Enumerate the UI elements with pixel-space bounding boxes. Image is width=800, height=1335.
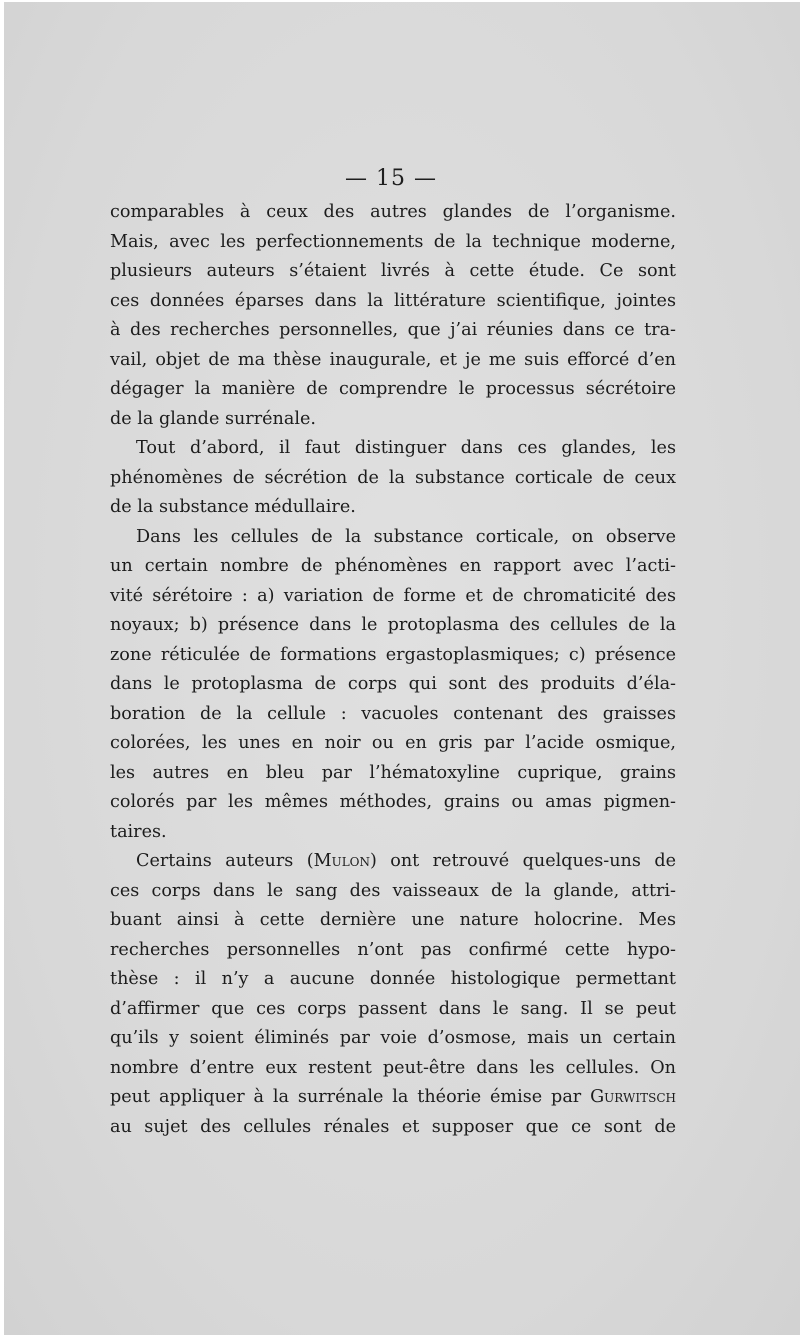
text-line: ces corps dans le sang des vaisseaux de la glande, attri- <box>110 880 676 901</box>
text-line: d’affirmer que ces corps passent dans le sang. Il se peut <box>110 998 676 1019</box>
text-line: dans le protoplasma de corps qui sont des produits d’éla- <box>110 674 676 694</box>
text-line: recherches personnelles n’ont pas confirmé cette hypo- <box>110 939 676 960</box>
book-page <box>4 2 800 1335</box>
body-text <box>110 198 676 1142</box>
text-line: ces données éparses dans la littérature scientifique, jointes <box>110 290 676 311</box>
page-number: — 15 — <box>345 166 437 191</box>
text-line: vité sérétoire : a) variation de forme et de chromaticité des <box>110 585 676 606</box>
text-line: Certains auteurs (Mulon) ont retrouvé quelques-uns de <box>136 851 676 871</box>
text-line: boration de la cellule : vacuoles contenant des graisses <box>110 703 676 724</box>
text-line: thèse : il n’y a aucune donnée histologique permettant <box>110 969 676 989</box>
text-line: les autres en bleu par l’hématoxyline cuprique, grains <box>110 762 676 783</box>
text-line: Tout d’abord, il faut distinguer dans ces glandes, les <box>136 438 676 458</box>
text-line: de la glande surrénale. <box>110 408 316 429</box>
text-line: plusieurs auteurs s’étaient livrés à cette étude. Ce sont <box>110 261 676 281</box>
text-line: peut appliquer à la surrénale la théorie émise par Gurwitsch <box>110 1087 676 1107</box>
text-line: buant ainsi à cette dernière une nature holocrine. Mes <box>110 910 676 930</box>
text-line: noyaux; b) présence dans le protoplasma des cellules de la <box>110 615 676 635</box>
text-line: colorées, les unes en noir ou en gris par l’acide osmique, <box>110 733 676 753</box>
text-line: un certain nombre de phénomènes en rapport avec l’acti- <box>110 556 676 576</box>
text-line: vail, objet de ma thèse inaugurale, et je me suis efforcé d’en <box>110 349 676 370</box>
text-line: Mais, avec les perfectionnements de la technique moderne, <box>110 231 676 252</box>
text-line: dégager la manière de comprendre le processus sécrétoire <box>110 379 676 399</box>
text-line: phénomènes de sécrétion de la substance corticale de ceux <box>110 467 676 488</box>
text-line: qu’ils y soient éliminés par voie d’osmose, mais un certain <box>110 1028 676 1048</box>
text-line: nombre d’entre eux restent peut-être dans les cellules. On <box>110 1057 676 1078</box>
text-line: colorés par les mêmes méthodes, grains ou amas pigmen- <box>110 792 676 812</box>
text-line: zone réticulée de formations ergastoplasmiques; c) présence <box>110 644 676 665</box>
text-line: au sujet des cellules rénales et supposer que ce sont de <box>110 1116 676 1137</box>
text-line: à des recherches personnelles, que j’ai réunies dans ce tra- <box>110 320 676 340</box>
text-line: comparables à ceux des autres glandes de l’organisme. <box>110 202 676 222</box>
text-line: Dans les cellules de la substance corticale, on observe <box>136 526 676 547</box>
text-line: de la substance médullaire. <box>110 497 356 517</box>
text-line: taires. <box>110 821 167 842</box>
